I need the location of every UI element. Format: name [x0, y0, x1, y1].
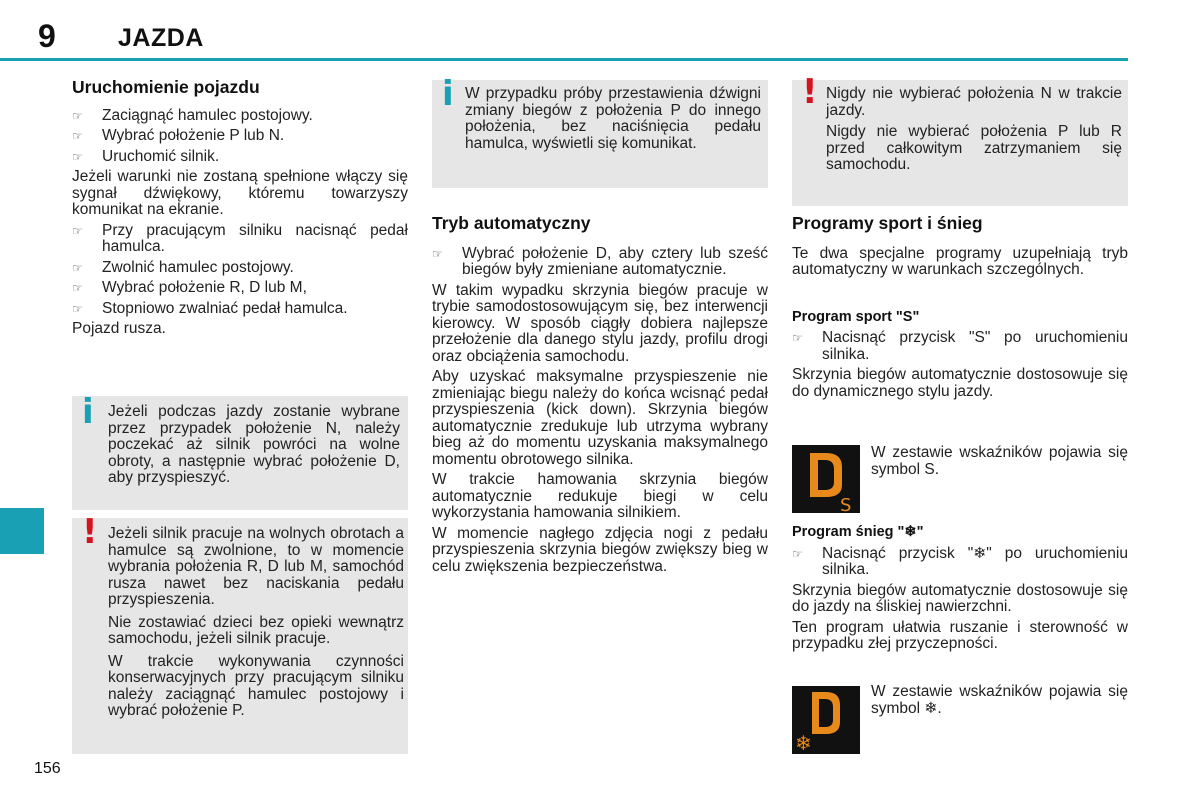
- chapter-title: JAZDA: [118, 24, 204, 52]
- section-title: Uruchomienie pojazdu: [72, 77, 260, 97]
- gear-display-sport: [792, 445, 860, 513]
- paragraph: Skrzynia biegów automatycznie dostosowuje się do jazdy na śliskiej nawierzchni.: [792, 581, 1128, 615]
- gear-display-snow: [792, 686, 860, 754]
- step-text: Nacisnąć przycisk "❄" po uruchomieniu silnika.: [822, 544, 1128, 578]
- gear-d-glyph: [812, 692, 840, 734]
- step-text: Zaciągnąć hamulec postojowy.: [102, 106, 313, 124]
- paragraph: W trakcie hamowania skrzynia biegów automatycznie redukuje biegi w celu wykorzystania hamowania silnikiem.: [432, 471, 768, 521]
- step-text: Zwolnić hamulec postojowy.: [102, 258, 294, 276]
- info-icon: i: [82, 392, 94, 432]
- step-text: Przy pracującym silniku nacisnąć pedał hamulca.: [102, 221, 408, 255]
- info-icon: i: [442, 74, 454, 114]
- gear-d-glyph: [810, 453, 842, 497]
- list-item: [72, 149, 408, 166]
- paragraph: Jeżeli warunki nie zostaną spełnione włączy się sygnał dźwiękowy, któremu towarzyszy komunikat na ekranie.: [72, 168, 408, 218]
- snow-mode-glyph: ❄: [795, 731, 812, 754]
- warning-text: Jeżeli silnik pracuje na wolnych obrotach a hamulce są zwolnione, to w momencie wybrania położenia R, D lub M, samochód rusza nawet bez naciskania pedału przyspieszenia.: [108, 525, 404, 608]
- step-text: Nacisnąć przycisk "S" po uruchomieniu silnika.: [822, 329, 1128, 363]
- snow-section: [792, 524, 1128, 653]
- display-caption: W zestawie wskaźników pojawia się symbol ❄.: [871, 683, 1128, 717]
- step-text: Uruchomić silnik.: [102, 147, 220, 165]
- paragraph: Aby uzyskać maksymalne przyspieszenie nie zmieniając biegu należy do końca wcisnąć pedał przyspieszenia (kick down). Skrzynia biegów automatycznie zredukuje lub utrzyma wybrany bieg aż do momentu uzyskania maksymalnego momentu obrotowego silnika.: [432, 368, 768, 468]
- list-item: [72, 280, 408, 297]
- warning-text: Nie zostawiać dzieci bez opieki wewnątrz samochodu, jeżeli silnik pracuje.: [108, 613, 404, 647]
- step-text: Wybrać położenie D, aby cztery lub sześć biegów były zmieniane automatycznie.: [462, 244, 768, 278]
- warning-text: Nigdy nie wybierać położenia P lub R przed całkowitym zatrzymaniem się samochodu.: [826, 123, 1122, 173]
- sport-mode-glyph: S: [840, 495, 852, 513]
- right-column: [792, 215, 1128, 400]
- step-text: Stopniowo zwalniać pedał hamulca.: [102, 299, 348, 317]
- page-number: 156: [34, 760, 61, 777]
- paragraph: W momencie nagłego zdjęcia nogi z pedału przyspieszenia skrzynia biegów zwiększy bieg w celu zwiększenia bezpieczeństwa.: [432, 524, 768, 575]
- paragraph: Te dwa specjalne programy uzupełniają tryb automatyczny w warunkach szczególnych.: [792, 244, 1128, 278]
- list-item: [792, 330, 1128, 363]
- warning-icon: !: [82, 512, 98, 552]
- list-item: [72, 223, 408, 256]
- warning-text: Nigdy nie wybierać położenia N w trakcie jazdy.: [826, 85, 1122, 119]
- step-text: Wybrać położenie P lub N.: [102, 127, 285, 144]
- list-item: [72, 301, 408, 318]
- subsection-title: Program śnieg "❄": [792, 524, 924, 540]
- paragraph: W takim wypadku skrzynia biegów pracuje w trybie samodostosowującym się, bez interwencji kierowcy. W sposób ciągły dobiera najlepsze przełożenie dla danego stylu jazdy, profilu drogi oraz obciążenia samochodu.: [432, 281, 768, 365]
- paragraph: Pojazd rusza.: [72, 320, 166, 337]
- section-title: Tryb automatyczny: [432, 213, 591, 233]
- paragraph: Skrzynia biegów automatycznie dostosowuje się do dynamicznego stylu jazdy.: [792, 366, 1128, 400]
- section-title: Programy sport i śnieg: [792, 213, 983, 233]
- paragraph: Ten program ułatwia ruszanie i sterowność w przypadku złej przyczepności.: [792, 618, 1128, 652]
- left-column: [72, 79, 408, 338]
- chapter-side-tab: [0, 508, 44, 554]
- list-item: [72, 108, 408, 125]
- chapter-number: 9: [38, 18, 56, 54]
- list-item: [792, 546, 1128, 579]
- subsection-title: Program sport "S": [792, 308, 920, 325]
- list-item: [72, 128, 408, 145]
- warning-text: W trakcie wykonywania czynności konserwacyjnych przy pracującym silniku należy zaciągnąć hamulec postojowy i wybrać położenie P.: [108, 652, 404, 719]
- step-text: Wybrać położenie R, D lub M,: [102, 279, 307, 296]
- warning-box: [72, 512, 408, 754]
- info-text: W przypadku próby przestawienia dźwigni zmiany biegów z położenia P do innego położenia, bez naciśnięcia pedału hamulca, wyświetli się komunikat.: [465, 85, 761, 152]
- list-item: [72, 260, 408, 277]
- display-caption: W zestawie wskaźników pojawia się symbol S.: [871, 444, 1128, 478]
- warning-icon: !: [802, 72, 818, 112]
- header-rule: [0, 58, 1128, 61]
- info-box: [72, 392, 408, 510]
- middle-column: [432, 215, 768, 575]
- info-text: Jeżeli podczas jazdy zostanie wybrane przez przypadek położenie N, należy poczekać aż silnik powróci na wolne obroty, a następnie wybrać położenie D, aby przyspieszyć.: [108, 403, 400, 486]
- list-item: [432, 246, 768, 279]
- warning-box: [792, 72, 1128, 206]
- info-box: [432, 74, 768, 188]
